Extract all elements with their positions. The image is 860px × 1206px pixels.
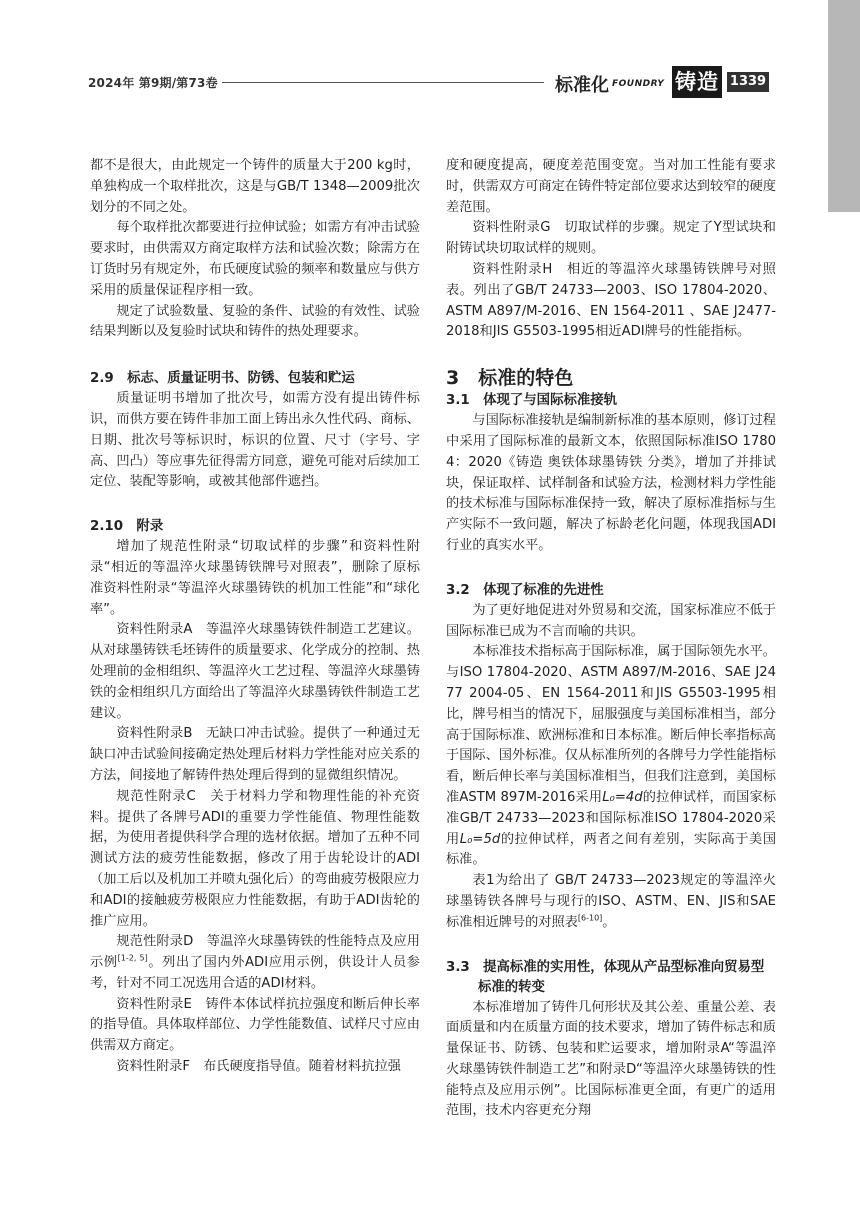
section-heading-3-2: 3.2 体现了标准的先进性 (446, 582, 604, 598)
edge-tab (828, 0, 860, 212)
formula: L₀=4d (602, 789, 643, 805)
paragraph (90, 932, 420, 994)
paragraph: 资料性附录E 铸件本体试样抗拉强度和断后伸长率的指导值。具体取样部位、力学性能数值、试样尺寸应由供需双方商定。 (90, 996, 420, 1054)
section-heading-3-1: 3.1 体现了与国际标准接轨 (446, 393, 618, 409)
paragraph: 规定了试验数量、复验的条件、试验的有效性、试验结果判断以及复验时试块和铸件的热处理要求。 (90, 303, 420, 340)
citation: [1-2, 5] (117, 953, 148, 963)
paragraph: 资料性附录A 等温淬火球墨铸铁件制造工艺建议。从对球墨铸铁毛坯铸件的质量要求、化学成分的控制、热处理前的金相组织、等温淬火工艺过程、等温淬火球墨铸铁的金相组织几方面给出了等温淬火球墨铸铁件制造工艺建议。 (90, 622, 420, 721)
chapter-heading-3: 3 标准的特色 (446, 367, 574, 390)
page-number: 1339 (727, 72, 769, 92)
text-run: 规范性附录D 等温淬火球墨铸铁的性能特点及应用示例 (90, 934, 420, 971)
paragraph: 每个取样批次都要进行拉伸试验；如需方有冲击试验要求时，由供需双方商定取样方法和试验次数；除需方在订货时另有规定外，布氏硬度试验的频率和数量应与供方采用的质量保证程序相一致。 (90, 220, 420, 298)
paragraph: 都不是很大，由此规定一个铸件的质量大于200 kg时，单独构成一个取样批次，这是与GB/T 1348—2009批次划分的不同之处。 (90, 158, 420, 215)
section-heading-2-10: 2.10 附录 (90, 519, 164, 535)
journal-logo: 铸造 (672, 66, 722, 98)
paragraph (446, 871, 776, 933)
left-column (90, 156, 420, 1078)
paragraph: 资料性附录G 切取试样的步骤。规定了Y型试块和附铸试块切取试样的规则。 (446, 220, 776, 257)
text-run: 本标准技术指标高于国际标准，属于国际领先水平。与ISO 17804-2020、ASTM A897/M-2016、SAE J2477 2004-05、EN 1564-2011和JIS G5503-1995相比，牌号相当的情况下，屈服强度与美国标准相当，部分高于国际标准、欧洲标准和日本标准。断后伸长率指标高于国际、国外标准。仅从标准所列的各牌号力学性能指标看，断后伸长率与美国标准相当，但我们注意到，美国标准ASTM 897M-2016采用 (446, 644, 776, 805)
section-name: 标准化 (555, 75, 609, 96)
header-rule (222, 82, 544, 83)
issue-info: 2024年 第9期/第73卷 (88, 76, 218, 90)
paragraph (446, 642, 776, 871)
journal-logo-en: FOUNDRY (612, 79, 665, 89)
text-run: 。列出了国内外ADI应用示例，供设计人员参考，针对不同工况选用合适的ADI材料。 (90, 955, 420, 991)
text-run: 表1为给出了 GB/T 24733—2023规定的等温淬火球墨铸铁各牌号与现行的ISO、ASTM、EN、JIS和SAE标准相近牌号的对照表 (446, 873, 776, 930)
paragraph: 增加了规范性附录“切取试样的步骤”和资料性附录“相近的等温淬火球墨铸铁牌号对照表”，删除了原标准资料性附录“等温淬火球墨铸铁的机加工性能”和“球化率”。 (90, 539, 420, 617)
page-header (0, 0, 860, 110)
text-run: 的拉伸试样，而国家标准GB/T 24733—2023和国际标准ISO 17804-2020采用 (446, 789, 777, 847)
formula: L₀=5d (459, 831, 501, 847)
paragraph: 质量证明书增加了批次号，如需方没有提出铸件标识，而供方要在铸件非加工面上铸出永久性代码、商标、日期、批次号等标识时，标识的位置、尺寸（字号、字高、凹凸）等应事先征得需方同意，避免可能对后续加工定位、装配等影响，或被其他部件遮挡。 (90, 391, 420, 490)
text-run: 。 (602, 914, 616, 930)
paragraph: 资料性附录B 无缺口冲击试验。提供了一种通过无缺口冲击试验间接确定热处理后材料力学性能对应关系的方法，间接地了解铸件热处理后得到的显微组织情况。 (90, 726, 420, 783)
paragraph: 与国际标准接轨是编制新标准的基本原则，修订过程中采用了国际标准的最新文本，依照国际标准ISO 17804：2020《铸造 奥铁体球墨铸铁 分类》，增加了并排试块，保证取样、试样制备和试验方法，检测材料力学性能的技术标准与国际标准保持一致，解决了原标准指标与生产实际不一致问题，解决了标龄老化问题，体现我国ADI行业的真实水平。 (446, 413, 776, 553)
paragraph: 资料性附录F 布氏硬度指导值。随着材料抗拉强 (116, 1059, 401, 1075)
paragraph: 规范性附录C 关于材料力学和物理性能的补充资料。提供了各牌号ADI的重要力学性能值、物理性能数据，为使用者提供科学合理的选材依据。增加了五种不同测试方法的疲劳性能数据，修改了用于齿轮设计的ADI（加工后以及机加工并喷丸强化后）的弯曲疲劳极限应力和ADI的接触疲劳极限应力性能数据，有助于ADI齿轮的推广应用。 (90, 788, 420, 929)
section-heading-3-3: 3.3 提高标准的实用性，体现从产品型标准向贸易型标准的转变 (446, 959, 765, 995)
section-heading-2-9: 2.9 标志、质量证明书、防锈、包装和贮运 (90, 371, 355, 387)
paragraph: 度和硬度提高，硬度差范围变宽。当对加工性能有要求时，供需双方可商定在铸件特定部位要求达到较窄的硬度差范围。 (446, 158, 776, 215)
right-column (446, 156, 776, 1122)
paragraph: 资料性附录H 相近的等温淬火球墨铸铁牌号对照表。列出了GB/T 24733—2003、ISO 17804-2020、ASTM A897/M-2016、EN 1564-2011 、SAE J2477-2018和JIS G5503-1995相近ADI牌号的性能指标。 (446, 261, 776, 340)
paragraph: 为了更好地促进对外贸易和交流，国家标准应不低于国际标准已成为不言而喻的共识。 (446, 602, 776, 639)
citation: [6-10] (577, 913, 603, 923)
paragraph: 本标准增加了铸件几何形状及其公差、重量公差、表面质量和内在质量方面的技术要求，增加了铸件标志和质量保证书、防锈、包装和贮运要求，增加附录A“等温淬火球墨铸铁件制造工艺”和附录D“等温淬火球墨铸铁的性能特点及应用示例”。比国际标准更全面，有更广的适用范围，技术内容更充分翔 (446, 999, 776, 1119)
text-run: 的拉伸试样，两者之间有差别，实际高于美国标准。 (446, 831, 777, 868)
